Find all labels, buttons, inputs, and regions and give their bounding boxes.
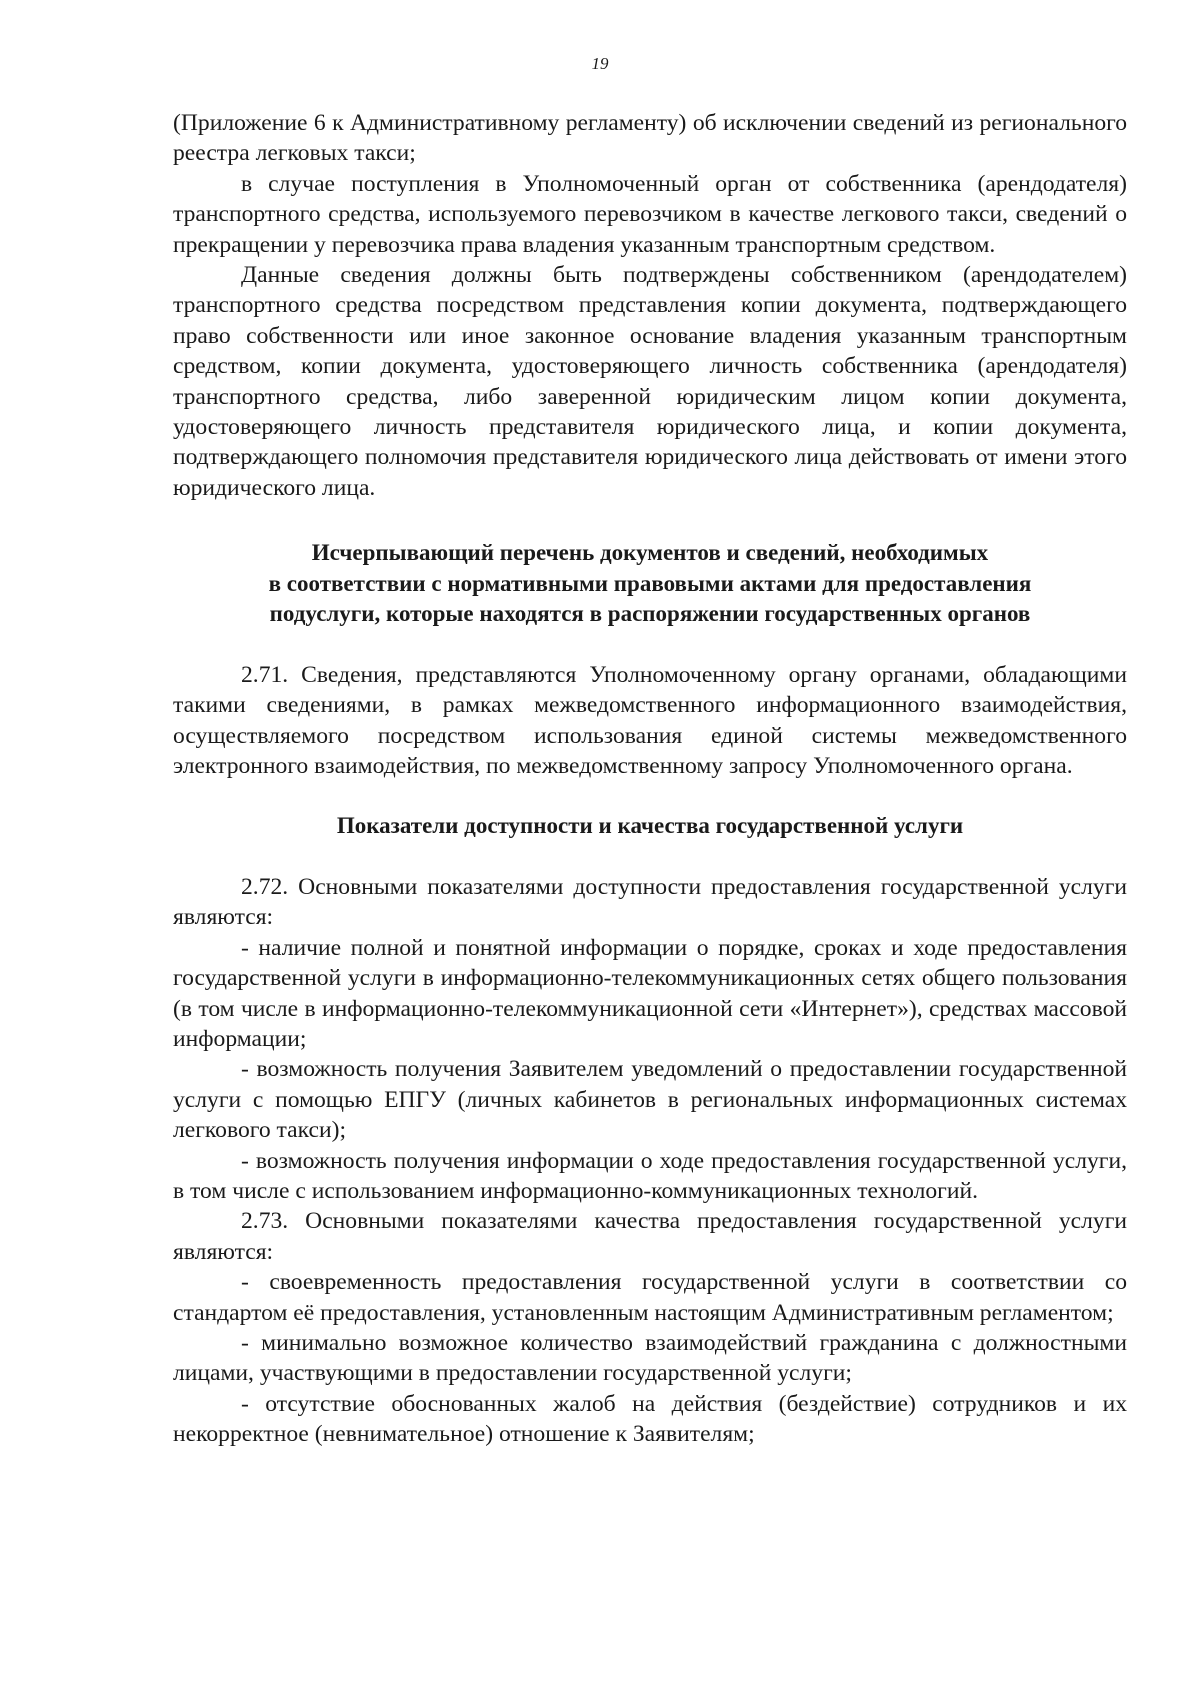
paragraph-confirmation: Данные сведения должны быть подтверждены собственником (арендодателем) транспортного средства посредством представления копии документа, подтверждающего право собственности или иное законное основание владения указанным транспортным средством, копии документа, удостоверяющего личность собственника (арендодателя) транспортного средства, либо заверенной юридическим лицом копии документа, удостоверяющего личность представителя юридического лица, и копии документа, подтверждающего полномочия представителя юридического лица действовать от имени этого юридического лица. <box>173 262 1127 501</box>
list-item-notifications: - возможность получения Заявителем уведомлений о предоставлении государственной услуги с помощью ЕПГУ (личных кабинетов в региональных информационных системах легкового такси); <box>173 1056 1127 1144</box>
paragraph-2-73: 2.73. Основными показателями качества предоставления государственной услуги являются: <box>173 1208 1127 1265</box>
heading-line: Исчерпывающий перечень документов и сведений, необходимых <box>311 540 989 566</box>
paragraph-owner-notice: в случае поступления в Уполномоченный орган от собственника (арендодателя) транспортного средства, используемого перевозчиком в качестве легкового такси, сведений о прекращении у перевозчика права владения указанным транспортным средством. <box>173 170 1127 258</box>
list-item-full-info: - наличие полной и понятной информации о порядке, сроках и ходе предоставления государственной услуги в информационно-телекоммуникационных сетях общего пользования (в том числе в информационно-телекоммуникационной сети «Интернет»), средствах массовой информации; <box>173 934 1127 1052</box>
section-heading-documents <box>173 538 1127 630</box>
heading-line: подуслуги, которые находятся в распоряжении государственных органов <box>269 601 1031 627</box>
section-heading-indicators: Показатели доступности и качества государственной услуги <box>336 813 964 839</box>
list-item-no-complaints: - отсутствие обоснованных жалоб на действия (бездействие) сотрудников и их некорректное (невнимательное) отношение к Заявителям; <box>173 1390 1127 1448</box>
heading-line: в соответствии с нормативными правовыми актами для предоставления <box>268 570 1032 596</box>
list-item-timeliness: - своевременность предоставления государственной услуги в соответствии со стандартом её предоставления, установленным настоящим Административным регламентом; <box>173 1269 1127 1326</box>
paragraph-2-72: 2.72. Основными показателями доступности предоставления государственной услуги являются: <box>173 873 1127 931</box>
paragraph-2-71: 2.71. Сведения, представляются Уполномоченному органу органами, обладающими такими сведениями, в рамках межведомственного информационного взаимодействия, осуществляемого посредством использования единой системы межведомственного электронного взаимодействия, по межведомственному запросу Уполномоченного органа. <box>173 661 1127 779</box>
list-item-progress-info: - возможность получения информации о ходе предоставления государственной услуги, в том числе с использованием информационно-коммуникационных технологий. <box>173 1147 1127 1204</box>
list-item-min-interactions: - минимально возможное количество взаимодействий гражданина с должностными лицами, участвующими в предоставлении государственной услуги; <box>173 1330 1127 1387</box>
paragraph-appendix-6: (Приложение 6 к Административному регламенту) об исключении сведений из регионального реестра легковых такси; <box>173 110 1127 167</box>
page-number: 19 <box>591 54 609 73</box>
document-body <box>173 108 1127 1450</box>
